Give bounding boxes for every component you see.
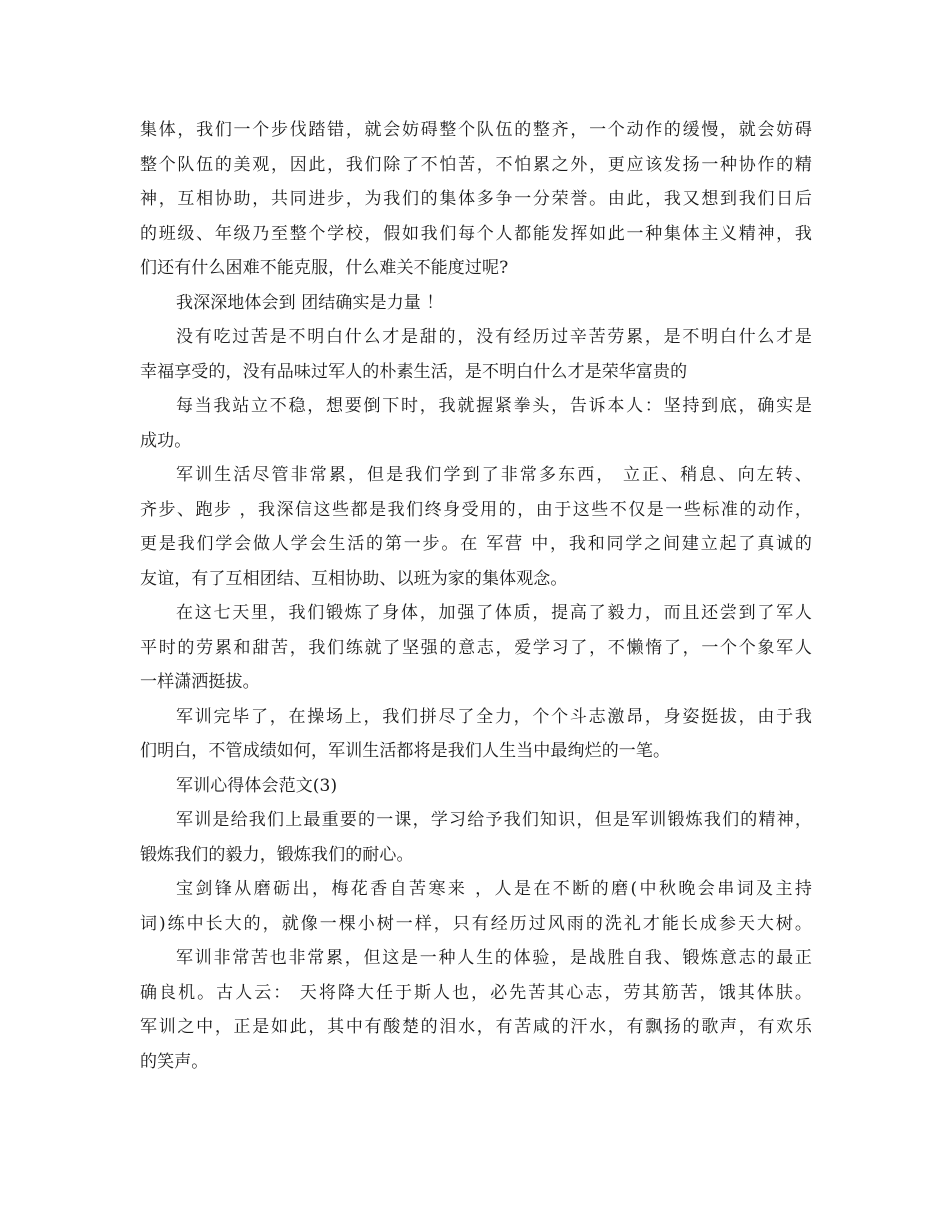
text-line: 我深深地体会到 团结确实是力量 ！ <box>176 292 444 313</box>
text-line: 齐步、跑步 ，我深信这些都是我们终身受用的，由于这些不仅是一些标准的动作， <box>140 499 812 520</box>
text-line: 成功。 <box>140 430 192 451</box>
text-line: 军训生活尽管非常累，但是我们学到了非常多东西， 立正、稍息、向左转、 <box>176 465 812 485</box>
text-line: 的笑声。 <box>140 1051 209 1072</box>
text-line: 军训心得体会范文(3) <box>176 775 338 796</box>
text-line: 友谊，有了互相团结、互相协助、以班为家的集体观念。 <box>140 568 568 589</box>
text-line: 确良机。古人云： 天将降大任于斯人也，必先苦其心志，劳其筋苦，饿其体肤。 <box>140 982 812 1003</box>
text-line: 军训非常苦也非常累，但这是一种人生的体验，是战胜自我、锻炼意志的最正 <box>176 948 812 968</box>
text-line: 神，互相协助，共同进步，为我们的集体多争一分荣誉。由此，我又想到我们日后 <box>140 189 812 209</box>
text-line: 没有吃过苦是不明白什么才是甜的，没有经历过辛苦劳累，是不明白什么才是 <box>176 327 812 347</box>
text-line: 宝剑锋从磨砺出，梅花香自苦寒来 ，人是在不断的磨(中秋晚会串词及主持 <box>176 879 812 899</box>
text-line: 词)练中长大的，就像一棵小树一样，只有经历过风雨的洗礼才能长成参天大树。 <box>140 913 812 934</box>
document-body <box>140 113 812 1079</box>
text-line: 军训之中，正是如此，其中有酸楚的泪水，有苦咸的汗水，有飘扬的歌声，有欢乐 <box>140 1017 812 1037</box>
text-line: 平时的劳累和甜苦，我们练就了坚强的意志，爱学习了，不懒惰了，一个个象军人 <box>140 637 812 658</box>
text-line: 们明白，不管成绩如何，军训生活都将是我们人生当中最绚烂的一笔。 <box>140 741 671 761</box>
text-line: 的班级、年级乃至整个学校，假如我们每个人都能发挥如此一种集体主义精神，我 <box>140 223 812 244</box>
text-line: 集体，我们一个步伐踏错，就会妨碍整个队伍的整齐，一个动作的缓慢，就会妨碍 <box>140 120 812 140</box>
text-line: 军训完毕了，在操场上，我们拼尽了全力，个个斗志激昂，身姿挺拔，由于我 <box>176 706 812 727</box>
text-line: 在这七天里，我们锻炼了身体，加强了体质，提高了毅力，而且还尝到了军人 <box>176 603 812 623</box>
text-line: 幸福享受的，没有品味过军人的朴素生活，是不明白什么才是荣华富贵的 <box>140 361 688 382</box>
text-line: 更是我们学会做人学会生活的第一步。在 军营 中，我和同学之间建立起了真诚的 <box>140 534 812 554</box>
text-line: 一样潇洒挺拔。 <box>140 672 260 692</box>
text-line: 整个队伍的美观，因此，我们除了不怕苦，不怕累之外，更应该发扬一种协作的精 <box>140 154 812 175</box>
text-line: 锻炼我们的毅力，锻炼我们的耐心。 <box>140 844 414 865</box>
text-line: 每当我站立不稳，想要倒下时，我就握紧拳头，告诉本人：坚持到底，确实是 <box>176 396 812 416</box>
text-line: 们还有什么困难不能克服，什么难关不能度过呢? <box>140 258 509 278</box>
text-line: 军训是给我们上最重要的一课，学习给予我们知识，但是军训锻炼我们的精神， <box>176 810 812 830</box>
